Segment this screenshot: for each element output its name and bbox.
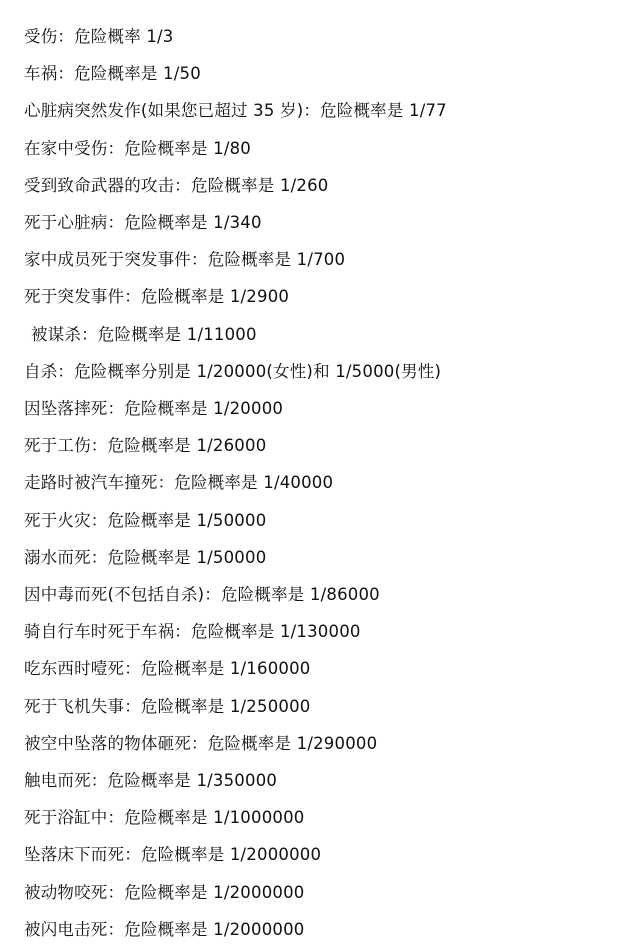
list-item: 死于心脏病：危险概率是 1/340 [24,213,262,233]
list-item: 死于浴缸中：危险概率是 1/1000000 [24,808,305,828]
list-item: 死于飞机失事：危险概率是 1/250000 [24,696,311,716]
list-item: 家中成员死于突发事件：危险概率是 1/700 [24,250,346,270]
list-item: 受伤：危险概率 1/3 [24,27,174,46]
list-item: 死于突发事件：危险概率是 1/2900 [24,287,290,307]
list-item: 死于工伤：危险概率是 1/26000 [24,436,267,456]
list-item: 坠落床下而死：危险概率是 1/2000000 [24,845,322,865]
list-item: 因坠落摔死：危险概率是 1/20000 [24,399,284,419]
list-item: 被谋杀：危险概率是 1/11000 [31,324,257,344]
list-item: 被闪电击死：危险概率是 1/2000000 [24,919,305,939]
list-item: 被动物咬死：危险概率是 1/2000000 [24,882,305,902]
list-item: 车祸：危险概率是 1/50 [24,64,201,84]
list-item: 走路时被汽车撞死：危险概率是 1/40000 [24,473,334,493]
list-item: 自杀：危险概率分别是 1/20000(女性)和 1/5000(男性) [24,361,442,381]
list-item: 死于火灾：危险概率是 1/50000 [24,510,267,530]
list-item: 在家中受伤：危险概率是 1/80 [24,138,251,158]
list-item: 吃东西时噎死：危险概率是 1/160000 [24,659,311,679]
list-item: 被空中坠落的物体砸死：危险概率是 1/290000 [24,733,378,753]
list-item: 因中毒而死(不包括自杀)：危险概率是 1/86000 [24,585,380,605]
list-item: 骑自行车时死于车祸：危险概率是 1/130000 [24,622,361,642]
list-item: 溺水而死：危险概率是 1/50000 [24,547,267,567]
list-item: 受到致命武器的攻击：危险概率是 1/260 [24,175,329,195]
list-item: 心脏病突然发作(如果您已超过 35 岁)：危险概率是 1/77 [24,101,447,121]
list-item: 触电而死：危险概率是 1/350000 [24,771,278,791]
